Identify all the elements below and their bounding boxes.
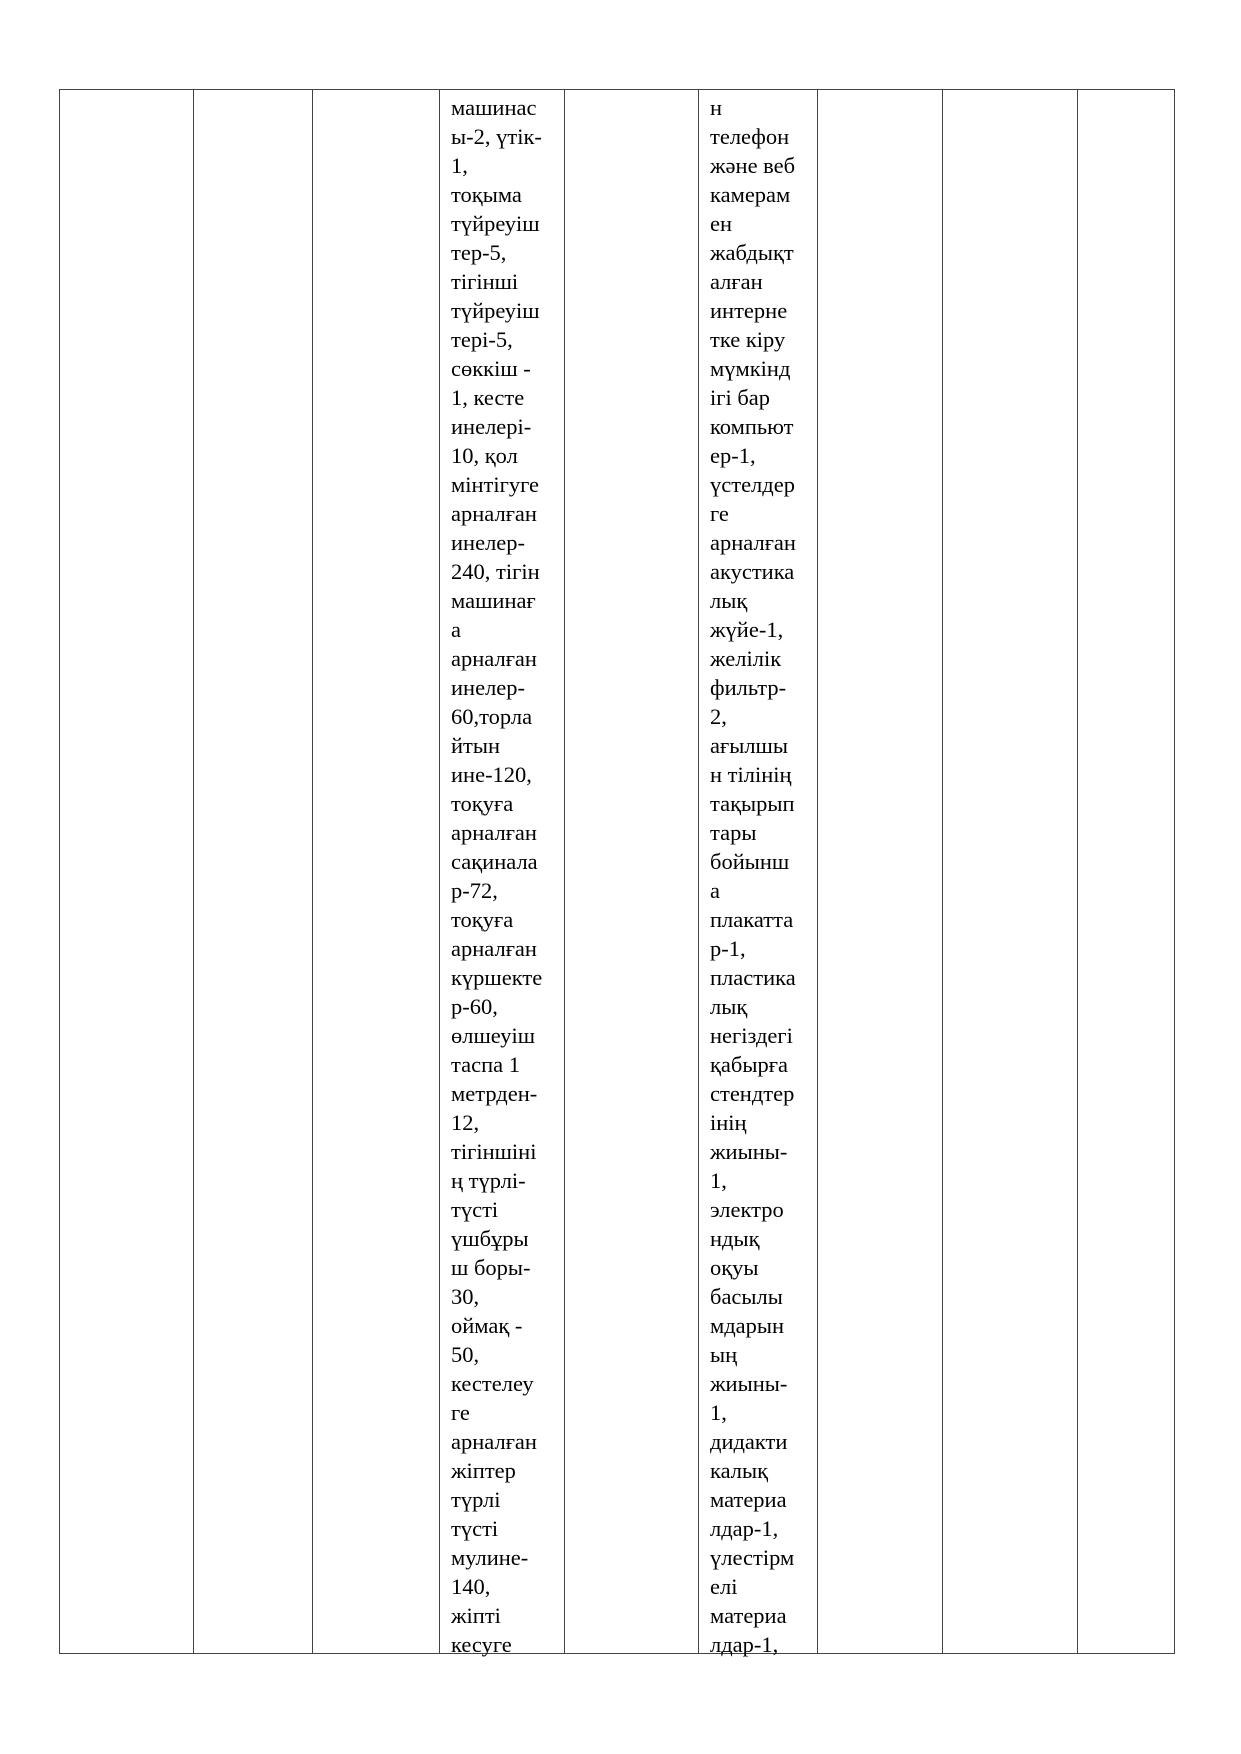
- table-cell-7: [818, 90, 943, 1653]
- table-cell-3: [313, 90, 440, 1653]
- equipment-list-text: машинас ы-2, үтік- 1, тоқыма түйреуіш тер-5, тігінші түйреуіш тері-5, сөккіш - 1, кесте инелері- 10, қол мінтігуге арналған инелер- 240, тігін машинағ а арналған инелер- 60,торла йтын ине-120, тоқуға арналған сақинала р-72, тоқуға арналған күршекте р-60, өлшеуіш таспа 1 метрден- 12, тігіншіні ң түрлі- түсті үшбұры ш боры- 30, оймақ - 50, кестелеу ге арналған жіптер түрлі түсті мулине- 140, жіпті кесуге: [451, 95, 543, 1657]
- table-cell-8: [943, 90, 1078, 1653]
- digital-equipment-list-text: н телефон және веб камерам ен жабдықт алған интерне тке кіру мүмкінд ігі бар компьют ер-1, үстелдер ге арналған акустика лық жүйе-1, желілік фильтр- 2, ағылшы н тілінің тақырып тары бойынш а плакатта р-1, пластика лық негіздегі қабырға стендтер інің жиыны- 1, электро ндық оқуы басылы мдарын ың жиыны- 1, дидакти калық материа лдар-1, үлестірм елі материа лдар-1,: [710, 95, 796, 1657]
- table-cell-6: [699, 90, 818, 1657]
- table-cell-1: [60, 90, 194, 1653]
- table-cell-2: [194, 90, 313, 1653]
- equipment-table: [59, 89, 1175, 1657]
- table-cell-4: [440, 90, 565, 1657]
- table-cell-5: [565, 90, 699, 1653]
- table-cell-9: [1078, 90, 1174, 1653]
